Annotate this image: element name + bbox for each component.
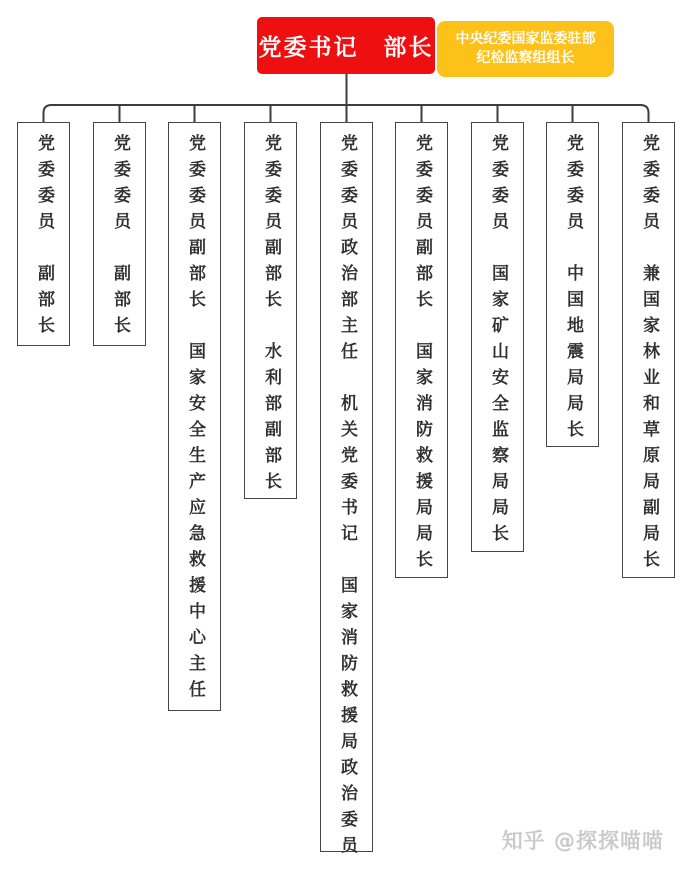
member-node-vice-minister-1 <box>17 122 70 346</box>
member-node-label: 党委委员 副部长 <box>110 134 130 342</box>
root-node-label: 党委书记 部长 <box>258 35 434 61</box>
member-node-label: 党委委员 兼国家林业和草原局副局长 <box>639 134 659 576</box>
member-node-label: 党委委员 国家矿山安全监察局局长 <box>488 134 508 550</box>
member-node-label: 党委委员政治部主任 机关党委书记 国家消防救援局政治委员 <box>337 134 357 862</box>
member-node-mine-safety-director <box>471 122 524 552</box>
member-node-forestry-deputy-director <box>622 122 675 578</box>
node-discipline-inspection-group-leader <box>437 21 614 77</box>
member-node-label: 党委委员 副部长 <box>34 134 54 342</box>
member-node-label: 党委委员副部长 国家安全生产应急救援中心主任 <box>185 134 205 706</box>
member-node-label: 党委委员副部长 水利部副部长 <box>261 134 281 498</box>
member-node-water-resources-vice-minister <box>244 122 297 499</box>
horizontal-rail <box>44 105 649 122</box>
member-node-fire-rescue-director <box>395 122 448 578</box>
member-node-political-dept-director <box>320 122 373 862</box>
root-node-party-secretary-minister <box>257 17 435 74</box>
member-node-label: 党委委员 中国地震局局长 <box>563 134 583 446</box>
member-node-label: 党委委员副部长 国家消防救援局局长 <box>412 134 432 576</box>
member-node-rescue-center-director <box>168 122 221 711</box>
member-node-vice-minister-2 <box>93 122 146 346</box>
discipline-node-line2: 纪检监察组组长 <box>476 50 575 66</box>
zhihu-watermark: 知乎 @探探喵喵 <box>501 829 664 853</box>
member-node-earthquake-director <box>546 122 599 447</box>
discipline-node-line1: 中央纪委国家监委驻部 <box>455 31 596 47</box>
